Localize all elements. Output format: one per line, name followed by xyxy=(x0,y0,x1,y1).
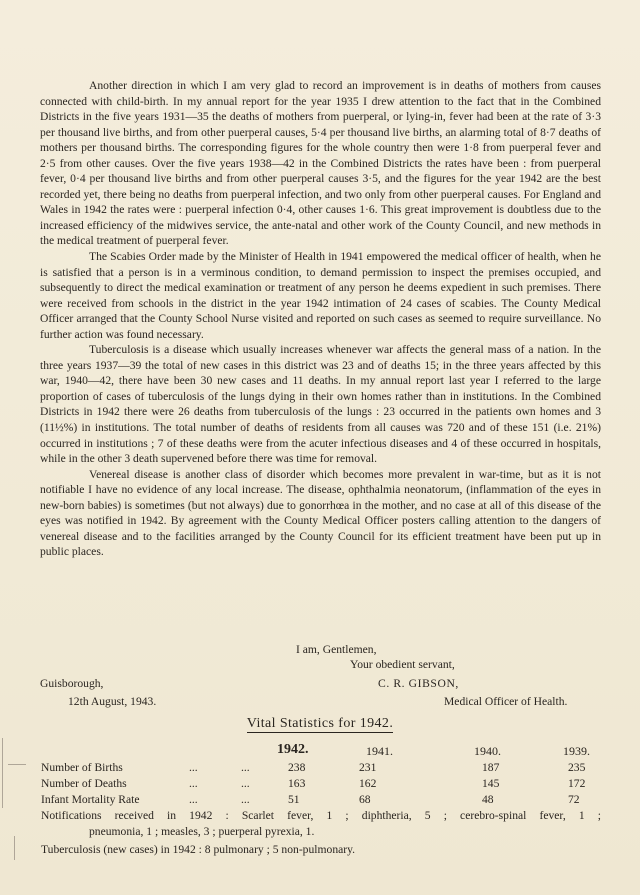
signatory-role: Medical Officer of Health. xyxy=(444,695,568,708)
notifications-section xyxy=(41,808,601,858)
margin-mark xyxy=(14,836,15,860)
year-header-1939: 1939. xyxy=(563,744,590,758)
year-header-1940: 1940. xyxy=(474,744,501,758)
valediction: Your obedient servant, xyxy=(350,658,455,671)
notifications-line-continued: pneumonia, 1 ; measles, 3 ; puerperal pyrexia, 1. xyxy=(89,824,315,838)
paragraph-scabies: The Scabies Order made by the Minister of Health in 1941 empowered the medical officer of health, when he is satisfied that a person is in a verminous condition, to demand permission to inspect the premises occupied, and subsequently to direct the medical examination or treatment of any person he deems expedient in such premises. There were received from schools in the district in the year 1942 intimation of 24 cases of scabies. The County Medical Officer arranged that the County School Nurse visited and reported on such cases as seemed to require surveillance. No further action was found necessary. xyxy=(40,250,601,341)
vital-statistics-title: Vital Statistics for 1942. xyxy=(246,716,394,731)
place: Guisborough, xyxy=(40,677,104,690)
margin-mark xyxy=(8,764,26,765)
margin-mark xyxy=(2,738,3,808)
year-header-1942: 1942. xyxy=(277,742,309,757)
paragraph-tuberculosis: Tuberculosis is a disease which usually increases whenever war affects the general mass of a nation. In the three years 1937—39 the total of new cases in this district was 23 and of deaths 15; in the three years affected by this war, 1940—42, there have been 30 new cases and 11 deaths. In my annual report last year I referred to the large proportion of cases of tuberculosis of the lungs dying in their own homes rather than in institutions. In the Combined Districts in 1942 there were 26 deaths from tuberculosis of the lungs : 23 occurred in the patients own homes and 3 (11½%) in institutions. The total number of deaths of residents from all causes was 720 and of these 151 (i.e. 21%) occurred in institutions ; 7 of these deaths were from the acuter infectious diseases and 4 of these occurred in hospitals, while in the other 3 death supervened before there was time for removal. xyxy=(40,343,601,466)
tuberculosis-cases-line: Tuberculosis (new cases) in 1942 : 8 pulmonary ; 5 non-pulmonary. xyxy=(41,843,356,856)
notifications-line: Notifications received in 1942 : Scarlet fever, 1 ; diphtheria, 5 ; cerebro-spinal fever, 1 ; xyxy=(41,809,601,822)
document-page: Another direction in which I am very glad to record an improvement is in deaths of mothers from causes connected with child-birth. In my annual report for the year 1935 I drew attention to the fact that in the Combined Districts in the five years 1931—35 the deaths of mothers from puerperal, or lying-in, fever had been at the rate of 3·3 per thousand live births, and from other puerperal causes, 5·4 per thousand live births, an alarming total of 8·7 deaths of mothers per thousand births. The corresponding figures for the whole country then were 1·8 from puerperal fever and 2·5 from other causes. Over the five years 1938—42 in the Combined Districts the rates have been : from puerperal fever, 0·4 per thousand live births and from other puerperal causes 3·5, and the figures for the year 1942 are the best recorded yet, there being no deaths from puerperal infection, and two only from other puerperal causes. For England and Wales in 1942 the rates were : puerperal infection 0·4, other causes 1·6. This great improvement is doubtless due to the increased efficiency of the midwives service, the ante-natal and other work of the County Council, and new methods in the medical treatment of puerperal fever. The Scabies Order made by the Minister of Health in 1941 empowered the medical officer of health, when he is satisfied that a person is in a verminous condition, to demand permission to inspect the premises occupied, and subsequently to direct the medical examination or treatment of any person he deems expedient in such premises. There were received from schools in the district in the year 1942 intimation of 24 cases of scabies. The County Medical Officer arranged that the County School Nurse visited and reported on such cases as seemed to require surveillance. No further action was found necessary. Tuberculosis is a disease which usually increases whenever war affects the general mass of a nation. In the three years 1937—39 the total of new cases in this district was 23 and of deaths 15; in the three years affected by this war, 1940—42, there have been 30 new cases and 11 deaths. In my annual report last year I referred to the large proportion of cases of tuberculosis of the lungs dying in their own homes rather than in institutions. In the Combined Districts in 1942 there were 26 deaths from tuberculosis of the lungs : 23 occurred in the patients own homes and 3 (11½%) in institutions. The total number of deaths of residents from all causes was 720 and of these 151 (i.e. 21%) occurred in institutions ; 7 of these deaths were from the acuter infectious diseases and 4 of these occurred in hospitals, while in the other 3 death supervened before there was time for removal. Venereal disease is another class of disorder which becomes more prevalent in war-time, but as it is not notifiable I have no evidence of any local increase. The disease, ophthalmia neonatorum, (inflammation of the eyes in new-born babies) is sometimes (but not always) due to gonorrhœa in the mother, and no case at all of this disease of the eyes was notified in 1942. By agreement with the County Medical Officer posters calling attention to the dangers of venereal disease and to the facilities arranged by the County Council for its efficient treatment have been put up in public places. I am, Gentlemen, Your obedient servant, Guisborough, C. R. GIBSON, 12th August, 1943. Medical Officer of Health. Vital Statistics for 1942. 1942. 1941. 1940. 1939. Number of Births ... ... 238 231 187 235 Number of Deaths ... ... 163 162 145 172 Infant Mortality Rate ... ... 51 68 48 72 Notifications received in 1942 : Scarlet fever, 1 ; diphtheria, 5 ; cerebro-spinal fever, 1 ; pneumonia, 1 ; measles, 3 ; puerperal pyrexia, 1. Tuberculosis (new cases) in 1942 : 8 pulmonary ; 5 non-pulmonary. xyxy=(0,0,640,895)
paragraph-venereal-disease: Venereal disease is another class of disorder which becomes more prevalent in war-time, but as it is not notifiable I have no evidence of any local increase. The disease, ophthalmia neonatorum, (inflammation of the eyes in new-born babies) is sometimes (but not always) due to gonorrhœa in the mother, and no case at all of this disease of the eyes was notified in 1942. By agreement with the County Medical Officer posters calling attention to the dangers of venereal disease and to the facilities arranged by the County Council for its efficient treatment have been put up in public places. xyxy=(40,467,601,559)
paragraph-maternal-deaths: Another direction in which I am very glad to record an improvement is in deaths of mothers from causes connected with child-birth. In my annual report for the year 1935 I drew attention to the fact that in the Combined Districts in the five years 1931—35 the deaths of mothers from puerperal, or lying-in, fever had been at the rate of 3·3 per thousand live births, and from other puerperal causes, 5·4 per thousand live births, an alarming total of 8·7 deaths of mothers per thousand births. The corresponding figures for the whole country then were 1·8 from puerperal fever and 2·5 from other causes. Over the five years 1938—42 in the Combined Districts the rates have been : from puerperal fever, 0·4 per thousand live births and from other puerperal causes 3·5, and the figures for the year 1942 are the best recorded yet, there being no deaths from puerperal infection, and two only from other puerperal causes. For England and Wales in 1942 the rates were : puerperal infection 0·4, other causes 1·6. This great improvement is doubtless due to the increased efficiency of the midwives service, the ante-natal and other work of the County Council, and new methods in the medical treatment of puerperal fever. xyxy=(40,79,601,248)
signature: C. R. GIBSON, xyxy=(378,677,459,690)
letter-date: 12th August, 1943. xyxy=(68,695,157,708)
year-header-1941: 1941. xyxy=(366,744,393,758)
salutation: I am, Gentlemen, xyxy=(296,643,377,656)
report-body xyxy=(40,78,601,560)
